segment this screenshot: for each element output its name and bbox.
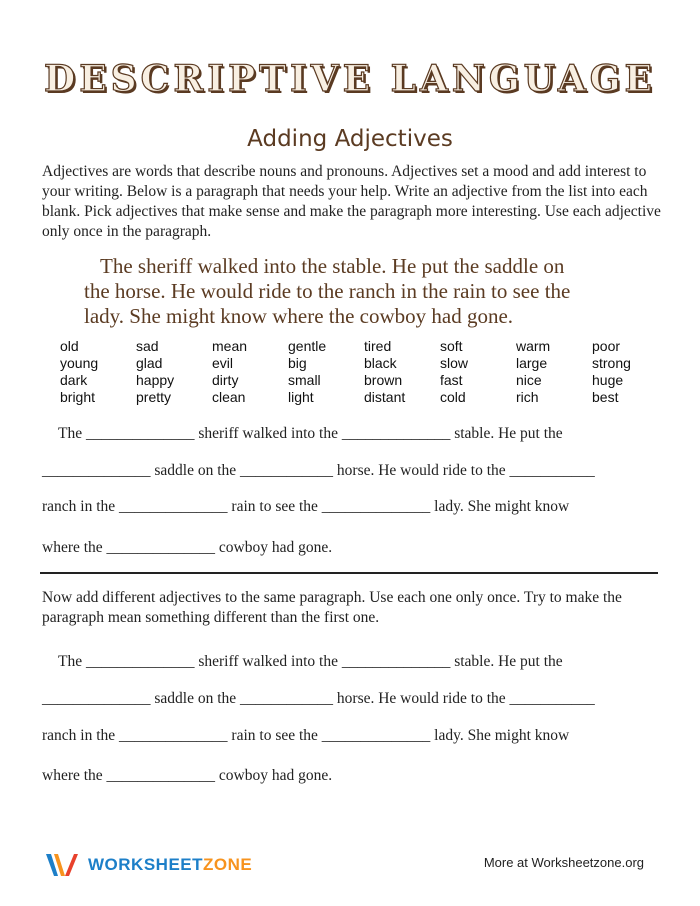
word-bank-item: tired xyxy=(364,338,392,354)
exercise1-line[interactable]: where the ______________ cowboy had gone. xyxy=(42,539,333,556)
story-line: the horse. He would ride to the ranch in the rain to see the xyxy=(84,279,571,303)
exercise2-line[interactable]: ranch in the ______________ rain to see the ______________ lady. She might know xyxy=(42,727,570,744)
worksheetzone-w-icon xyxy=(44,850,80,880)
word-bank-item: small xyxy=(288,372,321,388)
word-bank-item: large xyxy=(516,355,548,371)
word-bank-item: distant xyxy=(364,389,406,405)
word-bank-item: evil xyxy=(212,355,234,371)
word-bank-item: poor xyxy=(592,338,621,354)
word-bank-item: huge xyxy=(592,372,624,388)
word-bank-item: cold xyxy=(440,389,466,405)
word-bank-item: big xyxy=(288,355,307,371)
word-bank-item: old xyxy=(60,338,79,354)
word-bank-item: bright xyxy=(60,389,96,405)
word-bank-item: slow xyxy=(440,355,469,371)
exercise2-line[interactable]: The ______________ sheriff walked into the ______________ stable. He put the xyxy=(58,653,563,670)
word-bank-item: best xyxy=(592,389,619,405)
exercise2-line[interactable]: ______________ saddle on the ____________ horse. He would ride to the ___________ xyxy=(42,690,595,707)
word-bank-item: gentle xyxy=(288,338,327,354)
word-bank-item: black xyxy=(364,355,397,371)
story-line: lady. She might know where the cowboy had gone. xyxy=(84,304,514,328)
worksheet-subtitle: Adding Adjectives xyxy=(247,126,453,152)
worksheet-title: DESCRIPTIVE LANGUAGE xyxy=(44,58,656,100)
second-instructions: Now add different adjectives to the same paragraph. Use each one only once. Try to make the paragraph mean something different than the first one. xyxy=(42,589,622,626)
more-link[interactable]: More at Worksheetzone.org xyxy=(483,855,644,870)
logo-wordmark: WORKSHEETZONE xyxy=(88,855,253,874)
story-paragraph xyxy=(84,254,664,329)
section-divider xyxy=(40,572,658,574)
word-bank-item: glad xyxy=(136,355,163,371)
word-bank-item: happy xyxy=(136,372,175,388)
exercise2-line[interactable]: where the ______________ cowboy had gone. xyxy=(42,767,333,784)
word-bank-item: brown xyxy=(364,372,403,388)
word-bank-item: light xyxy=(288,389,314,405)
word-bank-item: young xyxy=(60,355,99,371)
word-bank-item: rich xyxy=(516,389,539,405)
intro-paragraph: Adjectives are words that describe nouns and pronouns. Adjectives set a mood and add interest to your writing. Below is a paragraph that needs your help. Write an adjective from the list into each blank. Pick adjectives that make sense and make the paragraph more interesting. Use each adjective only once in the paragraph. xyxy=(42,163,661,240)
word-bank-item: mean xyxy=(212,338,248,354)
word-bank-item: warm xyxy=(516,338,551,354)
word-bank-item: dirty xyxy=(212,372,239,388)
word-bank-item: strong xyxy=(592,355,631,371)
worksheetzone-logo[interactable] xyxy=(44,848,252,882)
word-bank-item: clean xyxy=(212,389,246,405)
word-bank-item: sad xyxy=(136,338,159,354)
word-bank-item: soft xyxy=(440,338,463,354)
word-bank-item: nice xyxy=(516,372,542,388)
story-line: The sheriff walked into the stable. He put the saddle on xyxy=(100,254,565,278)
word-bank-item: dark xyxy=(60,372,88,388)
exercise1-line[interactable]: ranch in the ______________ rain to see the ______________ lady. She might know xyxy=(42,498,570,515)
exercise1-line[interactable]: The ______________ sheriff walked into the ______________ stable. He put the xyxy=(58,425,563,442)
exercise1-line[interactable]: ______________ saddle on the ____________ horse. He would ride to the ___________ xyxy=(42,462,595,479)
adjective-word-bank xyxy=(60,338,660,406)
word-bank-item: fast xyxy=(440,372,463,388)
word-bank-item: pretty xyxy=(136,389,172,405)
